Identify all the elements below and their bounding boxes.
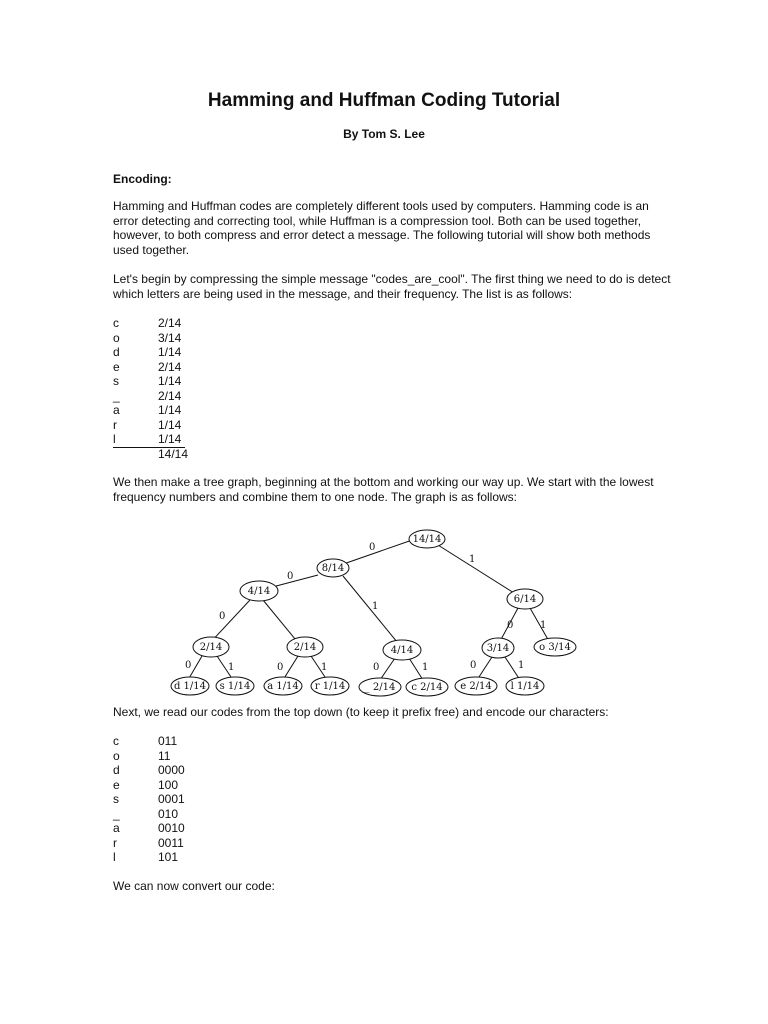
edge-label-0: 0: [219, 611, 226, 622]
edge-label-1: 1: [469, 554, 476, 565]
tree-leaf-label: d 1/14: [173, 681, 207, 692]
tree-leaf-label: e 2/14: [460, 681, 492, 692]
tree-node-label: 4/14: [247, 586, 271, 597]
edge-label-1: 1: [321, 662, 328, 673]
list-item: a 1/14: [113, 403, 182, 417]
tree-node-label: 8/14: [321, 563, 345, 574]
edge-label-0: 0: [277, 662, 284, 673]
tree-edge: [283, 656, 298, 680]
edge-label-1: 1: [372, 601, 379, 612]
list-item: r 1/14: [113, 417, 182, 432]
tree-node-label: 4/14: [390, 645, 414, 656]
tree-leaf-label: r 1/14: [314, 681, 346, 692]
tree-leaf-label: s 1/14: [219, 681, 251, 692]
convert-paragraph: We can now convert our code:: [113, 879, 275, 893]
tree-leaf-label: a 1/14: [267, 681, 299, 692]
intro-paragraph: Hamming and Huffman codes are completely different tools used by computers. Hamming code is an error detecting and correcting tool, while Huffman is a compression tool. Both can be used together, however, to both compress and error detect a message. The following tutorial will show both methods used together.: [113, 199, 651, 257]
edge-label-1: 1: [540, 620, 547, 631]
author-byline: By Tom S. Lee: [343, 127, 425, 141]
tree-node-label: 14/14: [412, 534, 442, 545]
tree-node-label: 2/14: [199, 642, 223, 653]
list-item: d 1/14: [113, 345, 182, 359]
compress-paragraph: Let's begin by compressing the simple message "codes_are_cool". The first thing we need to do is detect which letters are being used in the message, and their frequency. The list is as follows:: [113, 272, 671, 301]
tree-paragraph: We then make a tree graph, beginning at the bottom and working our way up. We start with the lowest frequency numbers and combine them to one node. The graph is as follows:: [113, 475, 654, 504]
tree-edge: [343, 576, 402, 648]
section-heading-encoding: Encoding:: [113, 172, 172, 186]
list-item: _ 2/14: [113, 388, 182, 403]
read-codes-paragraph: Next, we read our codes from the top down (to keep it prefix free) and encode our characters:: [113, 705, 609, 719]
tree-leaf-label: _ 2/14: [364, 682, 396, 693]
tree-edge: [430, 540, 522, 598]
edge-label-1: 1: [518, 660, 525, 671]
list-item: s 1/14: [113, 374, 182, 388]
edge-label-0: 0: [507, 620, 514, 631]
edge-label-0: 0: [373, 662, 380, 673]
tree-leaf-label: o 3/14: [539, 642, 571, 653]
edge-label-0: 0: [185, 660, 192, 671]
list-item: o 3/14: [113, 330, 182, 345]
list-item: e 2/14: [113, 359, 182, 374]
frequency-list: [113, 316, 185, 448]
list-item: c 2/14: [113, 316, 182, 330]
edge-label-0: 0: [470, 660, 477, 671]
huffman-tree-diagram: [165, 520, 605, 705]
tree-node-label: 6/14: [513, 594, 537, 605]
tree-edge: [409, 658, 423, 680]
tree-node-label: 3/14: [486, 643, 510, 654]
tree-leaf-label: l 1/14: [510, 681, 540, 692]
tree-edge: [477, 657, 492, 680]
edge-label-1: 1: [228, 662, 235, 673]
tree-edge: [263, 600, 300, 645]
tree-edge: [380, 658, 395, 680]
edge-label-0: 0: [287, 571, 294, 582]
page-title: Hamming and Huffman Coding Tutorial: [207, 90, 561, 111]
tree-node-label: 2/14: [293, 642, 317, 653]
list-item: l 1/14: [113, 432, 185, 448]
frequency-total: 14/14: [158, 447, 189, 461]
tree-leaf-label: c 2/14: [411, 682, 443, 693]
edge-label-1: 1: [422, 662, 429, 673]
edge-label-0: 0: [369, 542, 376, 553]
